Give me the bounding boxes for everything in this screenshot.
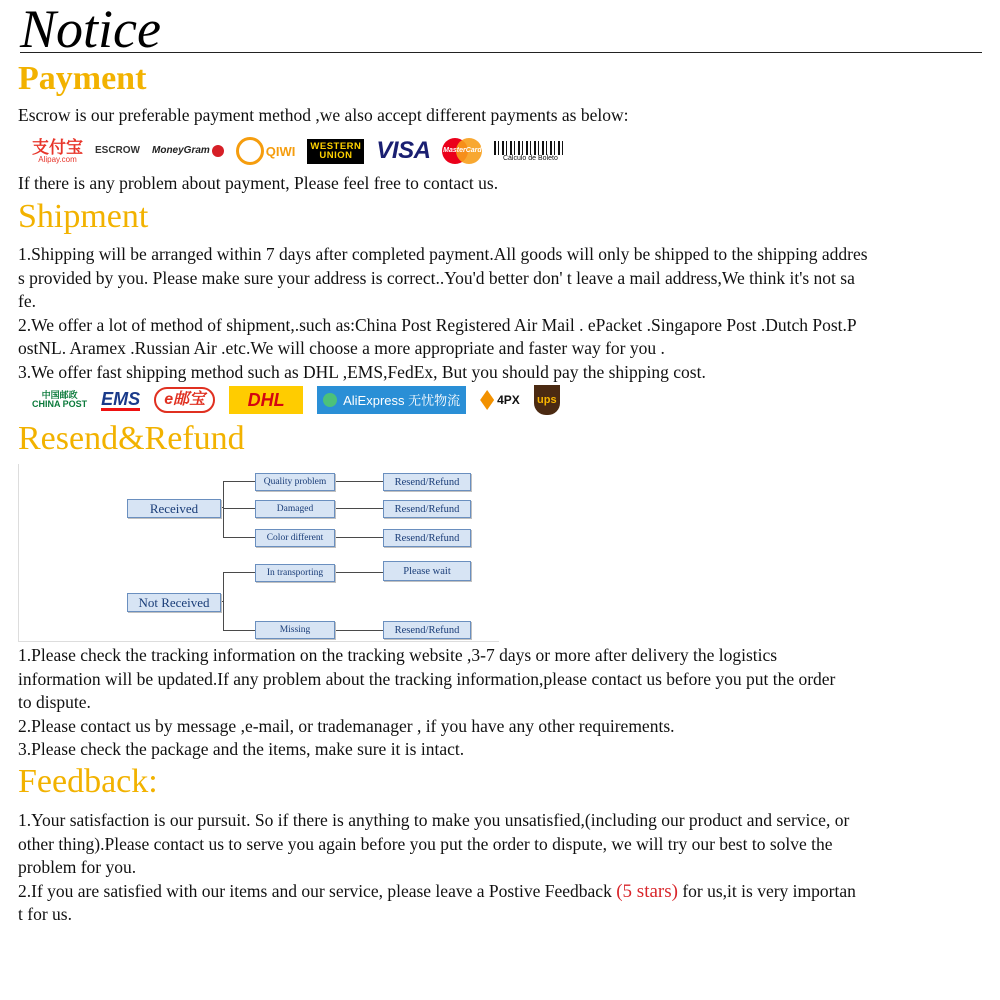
barcode-icon [494, 141, 566, 155]
moneygram-logo-text: MoneyGram [152, 145, 210, 156]
payment-logos [32, 134, 566, 168]
resend-refund-box-3: Resend/Refund [383, 529, 471, 547]
resend-p3: 3.Please check the package and the items, make sure it is intact. [18, 739, 465, 759]
china-post-logo-en: CHINA POST [32, 399, 88, 409]
resend-refund-box-2: Resend/Refund [383, 500, 471, 518]
shipping-logos [32, 383, 560, 417]
eyoubao-logo: e邮宝 [154, 387, 215, 413]
escrow-logo: ESCROW [95, 145, 140, 156]
shipment-p1-line2: s provided by you. Please make sure your address is correct..You'd better don' t leave a mail address,We think it's not sa [18, 267, 855, 288]
qiwi-logo-text: QIWI [265, 143, 296, 159]
feedback-p2-line2: t for us. [18, 904, 72, 924]
feedback-p1-line1: 1.Your satisfaction is our pursuit. So if there is anything to make you unsatisfied,(including our product and service, or [18, 810, 850, 830]
payment-note: If there is any problem about payment, Please feel free to contact us. [18, 173, 499, 193]
visa-logo: VISA [376, 137, 431, 164]
western-union-logo [307, 139, 364, 164]
boleto-logo-text: Cálculo de Boleto [502, 154, 558, 162]
ups-logo: ups [534, 385, 560, 415]
quality-problem-box: Quality problem [255, 473, 335, 491]
fourpx-logo [480, 390, 520, 410]
please-wait-box: Please wait [383, 561, 471, 581]
missing-box: Missing [255, 621, 335, 639]
shipment-p2-line2: ostNL. Aramex .Russian Air .etc.We will choose a more appropriate and faster way for you . [18, 338, 665, 358]
fourpx-logo-text: 4PX [497, 393, 520, 407]
title-divider [20, 52, 982, 53]
resend-p2: 2.Please contact us by message ,e-mail, or trademanager , if you have any other requirements. [18, 715, 675, 736]
qiwi-logo [236, 137, 296, 165]
resend-paragraphs [18, 644, 984, 762]
feedback-p1-line2: other thing).Please contact us to serve you again before you put the order to dispute, we will try our best to solve the [18, 833, 833, 854]
feedback-p2-post: for us,it is very importan [677, 880, 856, 901]
resend-refund-box-1: Resend/Refund [383, 473, 471, 491]
resend-refund-heading: Resend&Refund [18, 420, 245, 457]
shipment-p1-line1: 1.Shipping will be arranged within 7 days after completed payment.All goods will only be shipped to the shipping addres [18, 244, 868, 264]
resend-p1-line2: information will be updated.If any problem about the tracking information,please contact us before you put the order [18, 668, 836, 689]
damaged-box: Damaged [255, 500, 335, 518]
resend-refund-box-4: Resend/Refund [383, 621, 471, 639]
received-box: Received [127, 499, 221, 518]
qiwi-circle-icon [236, 137, 264, 165]
notice-title: Notice [20, 0, 161, 59]
resend-p1-line1: 1.Please check the tracking information on the tracking website ,3-7 days or more after delivery the logistics [18, 645, 778, 665]
boleto-logo [494, 141, 566, 162]
feedback-p2-line1 [18, 880, 984, 904]
payment-intro: Escrow is our preferable payment method ,we also accept different payments as below: [18, 105, 629, 125]
moneygram-globe-icon [212, 145, 224, 157]
western-union-logo-line1: WESTERN [310, 140, 362, 152]
china-post-logo [32, 391, 87, 409]
shipment-p3: 3.We offer fast shipping method such as DHL ,EMS,FedEx, But you should pay the shipping cost. [18, 361, 706, 382]
feedback-heading: Feedback: [18, 763, 158, 800]
feedback-paragraphs [18, 809, 984, 927]
western-union-logo-line2: UNION [319, 150, 353, 161]
payment-heading: Payment [18, 60, 147, 97]
five-stars-text: (5 stars) [616, 880, 678, 902]
in-transporting-box: In transporting [255, 564, 335, 582]
shipment-paragraph-1 [18, 243, 984, 384]
moneygram-logo [152, 145, 224, 157]
alipay-logo-text: 支付宝 [32, 137, 83, 157]
globe-icon [323, 393, 337, 407]
aliexpress-logo-text: AliExpress 无忧物流 [343, 392, 461, 408]
refund-flow-diagram [18, 464, 499, 642]
not-received-box: Not Received [127, 593, 221, 612]
alipay-logo-sub: Alipay.com [38, 154, 77, 164]
shipment-p2-line1: 2.We offer a lot of method of shipment,.such as:China Post Registered Air Mail . ePacket .Singapore Post .Dutch Post.P [18, 314, 857, 335]
feedback-p1-line3: problem for you. [18, 857, 137, 877]
ems-logo: EMS [101, 388, 141, 409]
china-post-logo-cn: 中国邮政 [41, 390, 78, 400]
shipment-heading: Shipment [18, 198, 149, 235]
alipay-logo [32, 139, 83, 164]
feedback-p2-pre: 2.If you are satisfied with our items and our service, please leave a Postive Feedback [18, 880, 617, 901]
fourpx-mark-icon [480, 390, 494, 410]
shipment-p1-line3: fe. [18, 291, 36, 311]
color-different-box: Color different [255, 529, 335, 547]
mastercard-logo-text: MasterCard [443, 147, 482, 154]
dhl-logo: DHL [229, 386, 303, 414]
mastercard-logo [442, 138, 482, 164]
resend-p1-line3: to dispute. [18, 692, 91, 712]
aliexpress-shipping-logo [317, 386, 466, 414]
